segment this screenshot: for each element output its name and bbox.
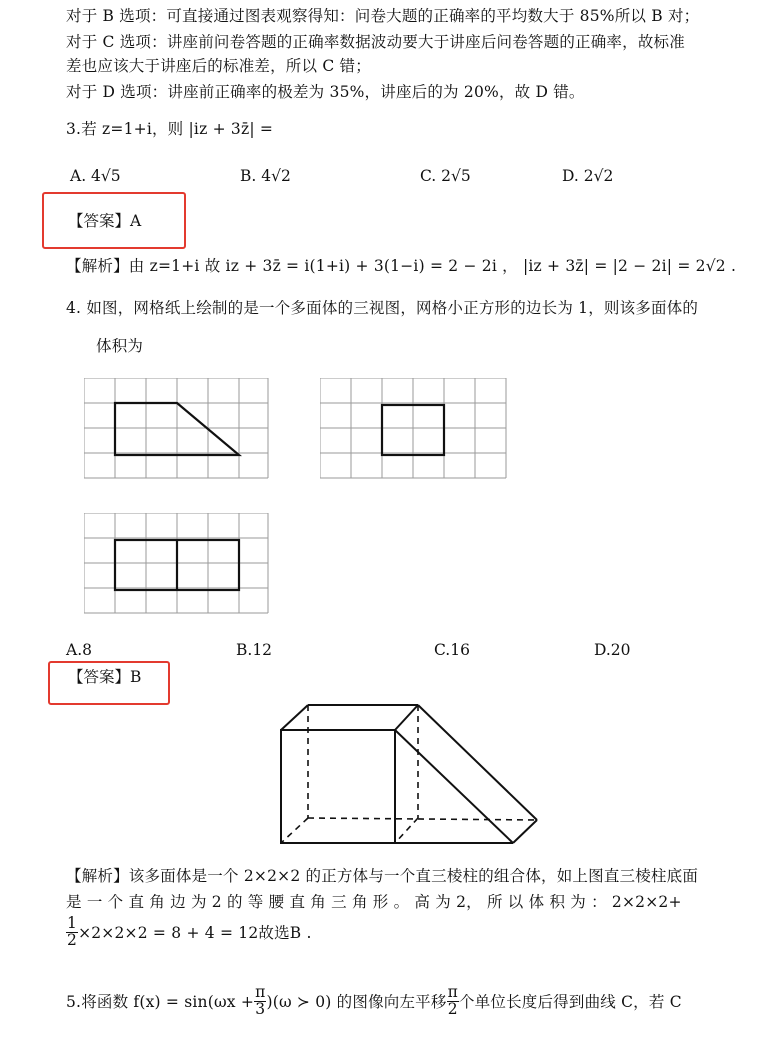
q5-fraction-pi-over-3: [254, 985, 266, 1017]
q3-option-b: B. 4√2: [240, 167, 291, 185]
q5-stem-post: 个单位长度后得到曲线 C，若 C: [458, 993, 682, 1011]
d-option-text: 对于 D 选项：讲座前正确率的极差为 35%，讲座后的为 20%，故 D 错。: [66, 83, 585, 101]
q5-stem-row: [66, 985, 682, 1017]
polyhedron-3d-figure: [275, 700, 555, 850]
q4-option-a: A.8: [66, 641, 92, 659]
q3-analysis: 【解析】由 z=1+i 故 iz + 3z̄ = i(1+i) + 3(1−i) = 2 − 2i ， |iz + 3z̄| = |2 − 2i| = 2√2 .: [66, 257, 737, 275]
b-option-text: 对于 B 选项：可直接通过图表观察得知：问卷大题的正确率的平均数大于 85%所以 B 对；: [66, 7, 700, 25]
q4-analysis-3: ×2×2×2 = 8 + 4 = 12故选B .: [78, 924, 312, 942]
side-view-diagram: [320, 378, 510, 484]
q4-option-c: C.16: [434, 641, 470, 659]
c-option-text-2: 差也应该大于讲座后的标准差，所以 C 错；: [66, 57, 371, 75]
q4-option-d: D.20: [594, 641, 631, 659]
q3-option-c: C. 2√5: [420, 167, 471, 185]
q4-stem-1: 4. 如图，网格纸上绘制的是一个多面体的三视图，网格小正方形的边长为 1，则该多面体的: [66, 299, 699, 317]
fraction-denominator: 3: [255, 999, 266, 1018]
q5-fraction-pi-over-2: [447, 985, 459, 1017]
top-view-diagram: [84, 513, 272, 619]
q4-analysis-1: 【解析】该多面体是一个 2×2×2 的正方体与一个直三棱柱的组合体，如上图直三棱柱底面: [66, 867, 699, 885]
q3-stem: 3.若 z=1+i，则 |iz + 3z̄| =: [66, 120, 274, 138]
q4-answer: 【答案】B: [68, 668, 142, 686]
q3-option-a: A. 4√5: [70, 167, 121, 185]
front-view-diagram: [84, 378, 272, 484]
q4-analysis-2: 是 一 个 直 角 边 为 2 的 等 腰 直 角 三 角 形 。 高 为 2， 所 以 体 积 为 ： 2×2×2+: [66, 893, 682, 911]
q4-option-b: B.12: [236, 641, 273, 659]
fraction-denominator: 2: [447, 999, 458, 1018]
fraction-numerator: π: [447, 983, 458, 1001]
q3-option-d: D. 2√2: [562, 167, 614, 185]
q5-stem-pre: 5.将函数 f(x) = sin(ωx +: [66, 993, 255, 1011]
fraction-numerator: π: [255, 983, 266, 1001]
q4-analysis-fraction: [66, 916, 78, 948]
q3-answer: 【答案】A: [68, 212, 142, 230]
q4-stem-2: 体积为: [96, 337, 144, 355]
c-option-text-1: 对于 C 选项：讲座前问卷答题的正确率数据波动要大于讲座后问卷答题的正确率，故标准: [66, 33, 685, 51]
fraction-denominator: 2: [67, 930, 78, 949]
q4-analysis-3-row: [66, 916, 312, 948]
fraction-numerator: 1: [67, 914, 78, 932]
q5-stem-mid: )(ω ≻ 0) 的图像向左平移: [266, 993, 447, 1011]
